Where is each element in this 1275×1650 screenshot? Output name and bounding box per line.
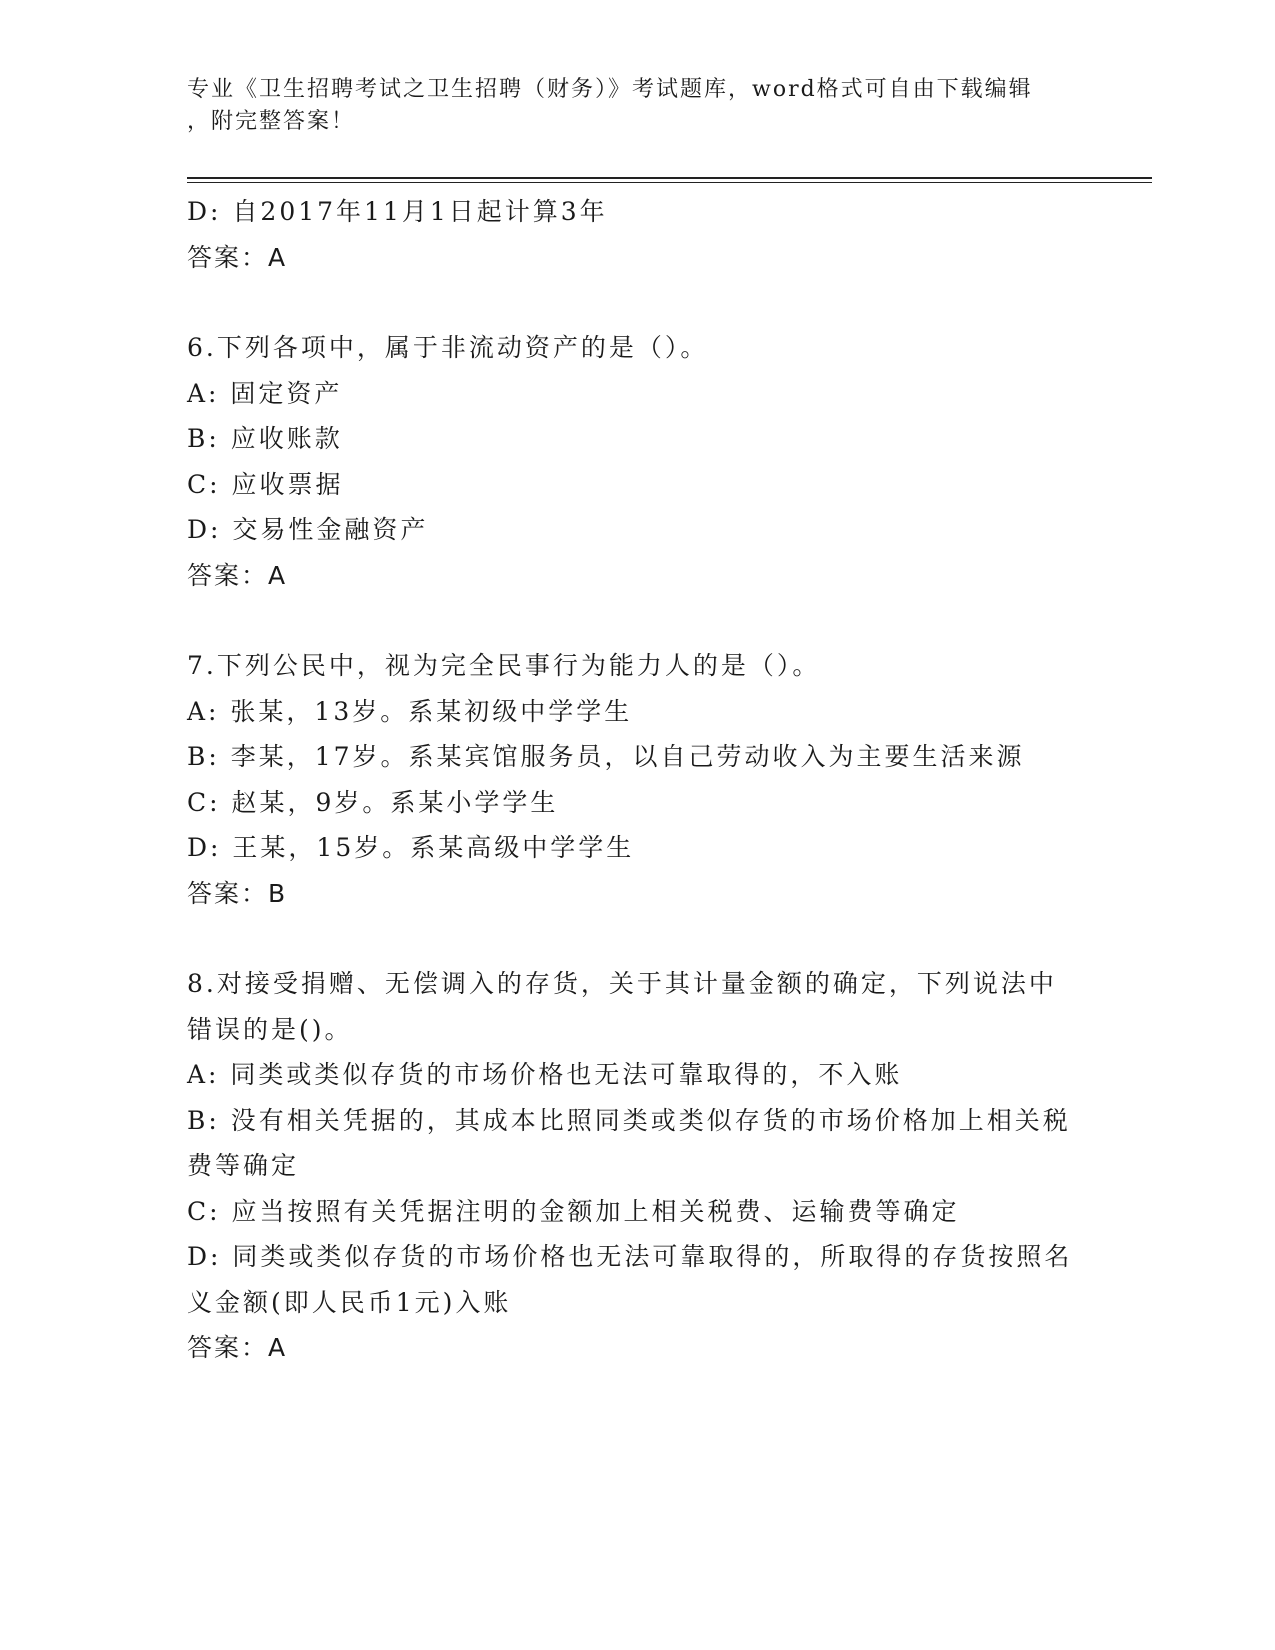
question-stem: 6.下列各项中，属于非流动资产的是（）。	[187, 333, 709, 362]
option-d: D: 王某，15岁。系某高级中学学生	[187, 833, 635, 862]
question-7	[187, 643, 1087, 916]
answer-line: 答案：A	[187, 242, 288, 272]
question-6	[187, 325, 1087, 598]
spacer	[187, 280, 1087, 325]
option-a: A: 同类或类似存货的市场价格也无法可靠取得的，不入账	[187, 1060, 903, 1089]
answer-line: 答案：B	[187, 878, 288, 908]
option-b: B: 应收账款	[187, 424, 343, 453]
option-c: C: 应当按照有关凭据注明的金额加上相关税费、运输费等确定	[187, 1196, 960, 1226]
option-d: D: 同类或类似存货的市场价格也无法可靠取得的，所取得的存货按照名义金额(即人民币1元)入账	[187, 1242, 1073, 1317]
spacer	[187, 916, 1087, 961]
question-stem: 7.下列公民中，视为完全民事行为能力人的是（）。	[187, 651, 821, 680]
document-body	[187, 189, 1087, 1371]
option-a: A: 固定资产	[187, 378, 343, 408]
option-b: B: 没有相关凭据的，其成本比照同类或类似存货的市场价格加上相关税费等确定	[187, 1105, 1071, 1180]
option-c: C: 赵某，9岁。系某小学学生	[187, 787, 559, 817]
previous-question-tail	[187, 189, 1087, 280]
document-header	[187, 74, 1067, 138]
option-d: D: 交易性金融资产	[187, 515, 429, 544]
header-divider-thin	[187, 182, 1152, 183]
question-stem: 8.对接受捐赠、无偿调入的存货，关于其计量金额的确定，下列说法中错误的是()。	[187, 969, 1057, 1044]
spacer	[187, 598, 1087, 643]
header-line-1: 专业《卫生招聘考试之卫生招聘（财务）》考试题库，word格式可自由下载编辑	[187, 77, 1033, 102]
question-8	[187, 961, 1087, 1371]
option-b: B: 李某，17岁。系某宾馆服务员，以自己劳动收入为主要生活来源	[187, 742, 1025, 771]
answer-line: 答案：A	[187, 560, 288, 590]
header-line-2: ，附完整答案！	[187, 109, 356, 134]
header-divider-thick	[187, 177, 1152, 179]
answer-line: 答案：A	[187, 1333, 288, 1362]
option-c: C: 应收票据	[187, 469, 344, 499]
option-d: D: 自2017年11月1日起计算3年	[187, 197, 608, 226]
option-a: A: 张某，13岁。系某初级中学学生	[187, 696, 633, 726]
